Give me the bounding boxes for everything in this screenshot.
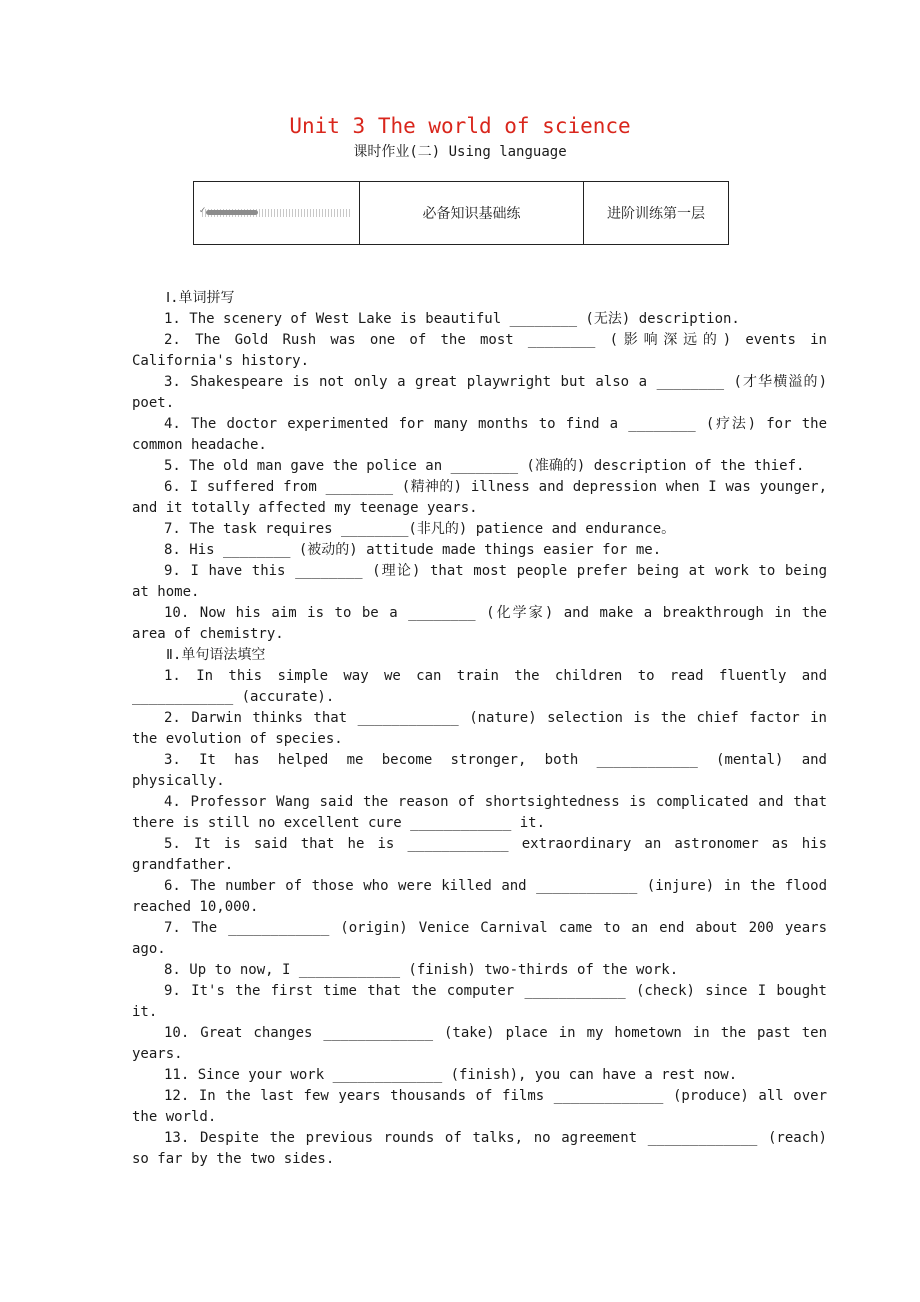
page-title: Unit 3 The world of science bbox=[289, 114, 631, 138]
list-item: 5. The old man gave the police an ________ (准确的) description of the thief. bbox=[164, 458, 805, 474]
header-table bbox=[193, 181, 729, 245]
list-item: 10. Great changes _____________ (take) place in my hometown in the past ten years. bbox=[132, 1025, 827, 1062]
list-item: 6. The number of those who were killed and ____________ (injure) in the flood reached 10,000. bbox=[132, 878, 827, 915]
list-item: 9. I have this ________ (理论) that most people prefer being at work to being at home. bbox=[132, 563, 827, 600]
list-item: 3. Shakespeare is not only a great playwright but also a ________ (才华横溢的) poet. bbox=[132, 374, 827, 411]
list-item: 12. In the last few years thousands of films _____________ (produce) all over the world. bbox=[132, 1088, 827, 1125]
section-heading-spelling: Ⅰ.单词拼写 bbox=[166, 290, 235, 306]
list-item: 2. Darwin thinks that ____________ (nature) selection is the chief factor in the evolution of species. bbox=[132, 710, 827, 747]
list-item: 9. It's the first time that the computer ____________ (check) since I bought it. bbox=[132, 983, 827, 1020]
list-item: 7. The ____________ (origin) Venice Carnival came to an end about 200 years ago. bbox=[132, 920, 827, 957]
list-item: 3. It has helped me become stronger, both ____________ (mental) and physically. bbox=[132, 752, 827, 789]
header-cell-progress bbox=[194, 182, 360, 245]
list-item: 2. The Gold Rush was one of the most ________ (影响深远的) events in California's history. bbox=[132, 332, 827, 369]
header-cell-basic-practice: 必备知识基础练 bbox=[360, 182, 584, 245]
list-item: 8. His ________ (被动的) attitude made things easier for me. bbox=[164, 542, 662, 558]
list-item: 4. Professor Wang said the reason of shortsightedness is complicated and that there is still no excellent cure ____________ it. bbox=[132, 794, 827, 831]
list-item: 7. The task requires ________(非凡的) patience and endurance。 bbox=[164, 521, 676, 537]
list-item: 1. In this simple way we can train the children to read fluently and ____________ (accurate). bbox=[132, 668, 827, 705]
list-item: 8. Up to now, I ____________ (finish) two-thirds of the work. bbox=[164, 962, 679, 978]
page-subtitle: 课时作业(二) Using language bbox=[353, 144, 567, 160]
list-item: 1. The scenery of West Lake is beautiful ________ (无法) description. bbox=[164, 311, 740, 327]
progress-bar-icon: ✓ bbox=[202, 209, 352, 217]
section-heading-grammar: Ⅱ.单句语法填空 bbox=[166, 647, 266, 663]
list-item: 11. Since your work _____________ (finish), you can have a rest now. bbox=[164, 1067, 738, 1083]
list-item: 13. Despite the previous rounds of talks, no agreement _____________ (reach) so far by the two sides. bbox=[132, 1130, 827, 1167]
list-item: 4. The doctor experimented for many months to find a ________ (疗法) for the common headache. bbox=[132, 416, 827, 453]
list-item: 6. I suffered from ________ (精神的) illness and depression when I was younger, and it totally affected my teenage years. bbox=[132, 479, 827, 516]
header-cell-advanced-training: 进阶训练第一层 bbox=[584, 182, 729, 245]
exercise-content bbox=[132, 288, 827, 1170]
list-item: 5. It is said that he is ____________ extraordinary an astronomer as his grandfather. bbox=[132, 836, 827, 873]
list-item: 10. Now his aim is to be a ________ (化学家) and make a breakthrough in the area of chemistry. bbox=[132, 605, 827, 642]
